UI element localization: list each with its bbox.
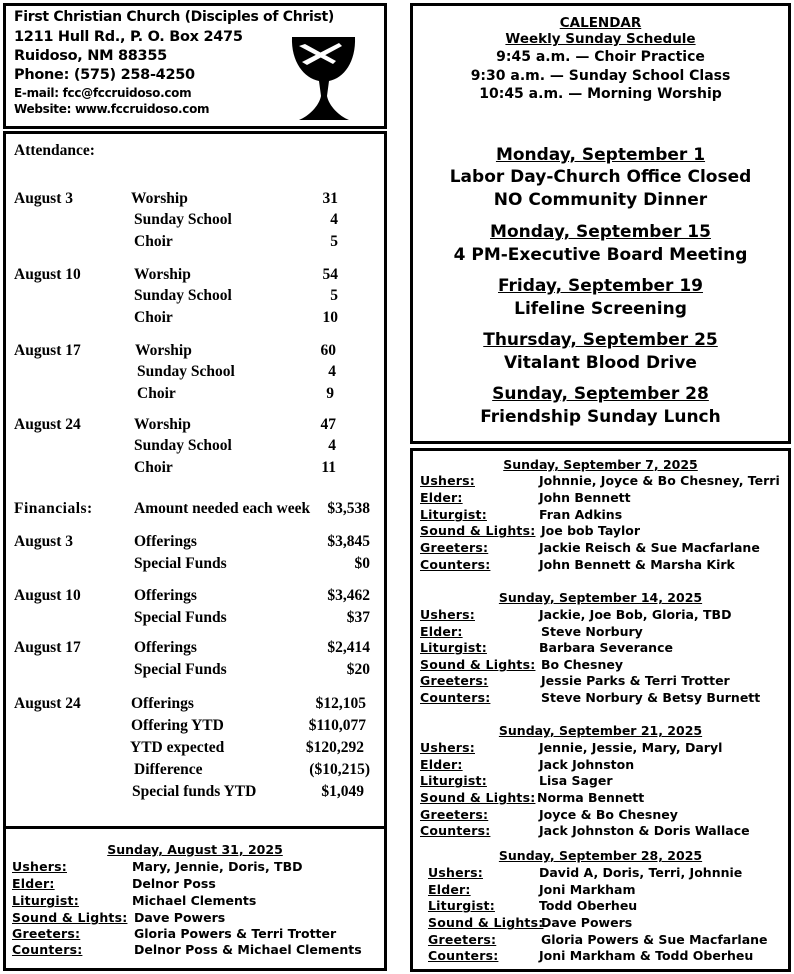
ushers-names: David A, Doris, Terri, Johnnie bbox=[539, 865, 743, 880]
elder-name: Jack Johnston bbox=[539, 757, 635, 772]
schedule-item: 10:45 a.m. — Morning Worship bbox=[479, 86, 722, 102]
financial-date: August 10 bbox=[14, 587, 81, 604]
attendance-label: Sunday School bbox=[134, 437, 232, 454]
greeters-names: Gloria Powers & Terri Trotter bbox=[134, 926, 337, 941]
ushers-names: Jackie, Joe Bob, Gloria, TBD bbox=[539, 607, 732, 622]
role-sound-lights: Sound & Lights: bbox=[12, 910, 128, 925]
attendance-label: Sunday School bbox=[134, 211, 232, 228]
attendance-label: Worship bbox=[134, 416, 191, 433]
calendar-subtitle: Weekly Sunday Schedule bbox=[505, 31, 696, 47]
ushers-names: Johnnie, Joyce & Bo Chesney, Terri bbox=[539, 473, 780, 488]
role-elder: Elder: bbox=[12, 876, 55, 891]
role-elder: Elder: bbox=[420, 757, 463, 772]
elder-name: Joni Markham bbox=[539, 882, 636, 897]
financial-label: Special Funds bbox=[134, 609, 227, 626]
financial-label: Offerings bbox=[134, 587, 197, 604]
role-elder: Elder: bbox=[420, 624, 463, 639]
attendance-date: August 3 bbox=[14, 190, 74, 207]
volunteer-schedule-aug-31 bbox=[3, 826, 387, 971]
elder-name: Steve Norbury bbox=[541, 624, 643, 639]
church-header bbox=[3, 3, 387, 129]
attendance-value: 9 bbox=[326, 385, 334, 402]
event-date: Monday, September 15 bbox=[490, 222, 711, 242]
role-ushers: Ushers: bbox=[428, 865, 483, 880]
financial-value: $120,292 bbox=[305, 739, 364, 756]
role-sound-lights: Sound & Lights: bbox=[428, 915, 544, 930]
attendance-value: 5 bbox=[330, 233, 338, 250]
role-elder: Elder: bbox=[420, 490, 463, 505]
event-date: Monday, September 1 bbox=[495, 145, 706, 165]
attendance-label: Choir bbox=[134, 309, 173, 326]
attendance-label: Worship bbox=[135, 342, 192, 359]
attendance-date: August 24 bbox=[14, 416, 81, 433]
financial-label: Special Funds bbox=[134, 555, 227, 572]
amount-needed-label: Amount needed each week bbox=[134, 500, 311, 517]
financial-value: $110,077 bbox=[308, 717, 366, 734]
church-phone: Phone: (575) 258-4250 bbox=[14, 67, 195, 83]
financial-value: $3,845 bbox=[327, 533, 370, 550]
elder-name: Delnor Poss bbox=[132, 876, 216, 891]
greeters-names: Jessie Parks & Terri Trotter bbox=[541, 673, 730, 688]
attendance-label: Choir bbox=[134, 233, 173, 250]
financial-date: August 17 bbox=[14, 639, 81, 656]
church-name: First Christian Church (Disciples of Christ) bbox=[14, 9, 334, 25]
financial-label: YTD expected bbox=[130, 739, 225, 756]
role-counters: Counters: bbox=[420, 690, 491, 705]
greeters-names: Jackie Reisch & Sue Macfarlane bbox=[539, 540, 760, 555]
financial-label: Offerings bbox=[131, 695, 194, 712]
financial-label: Difference bbox=[134, 761, 203, 778]
role-ushers: Ushers: bbox=[420, 607, 475, 622]
attendance-value: 4 bbox=[330, 211, 338, 228]
liturgist-name: Lisa Sager bbox=[539, 773, 613, 788]
attendance-title: Attendance: bbox=[14, 142, 95, 159]
event-description: NO Community Dinner bbox=[493, 190, 708, 210]
role-ushers: Ushers: bbox=[420, 473, 475, 488]
financial-label: Offerings bbox=[134, 639, 197, 656]
liturgist-name: Todd Oberheu bbox=[539, 898, 638, 913]
counters-names: Jack Johnston & Doris Wallace bbox=[539, 823, 750, 838]
financials-title: Financials: bbox=[14, 500, 93, 517]
attendance-value: 10 bbox=[322, 309, 338, 326]
role-greeters: Greeters: bbox=[428, 932, 497, 947]
event-description: Labor Day-Church Office Closed bbox=[449, 167, 752, 187]
role-greeters: Greeters: bbox=[420, 540, 489, 555]
schedule-date: Sunday, September 28, 2025 bbox=[498, 848, 703, 863]
schedule-date: Sunday, September 14, 2025 bbox=[498, 590, 703, 605]
calendar-title: CALENDAR bbox=[559, 15, 642, 31]
financial-date: August 3 bbox=[14, 533, 74, 550]
attendance-label: Choir bbox=[134, 459, 173, 476]
role-greeters: Greeters: bbox=[420, 807, 489, 822]
role-counters: Counters: bbox=[420, 557, 491, 572]
church-city: Ruidoso, NM 88355 bbox=[14, 48, 167, 64]
attendance-value: 4 bbox=[328, 363, 336, 380]
greeters-names: Joyce & Bo Chesney bbox=[539, 807, 678, 822]
role-liturgist: Liturgist: bbox=[420, 507, 487, 522]
schedule-date: Sunday, September 21, 2025 bbox=[498, 723, 703, 738]
counters-names: Joni Markham & Todd Oberheu bbox=[539, 948, 754, 963]
amount-needed-value: $3,538 bbox=[327, 500, 370, 517]
ushers-names: Mary, Jennie, Doris, TBD bbox=[132, 859, 303, 874]
schedule-date: Sunday, August 31, 2025 bbox=[107, 842, 283, 857]
sound-lights-name: Dave Powers bbox=[134, 910, 226, 925]
event-date: Sunday, September 28 bbox=[492, 384, 709, 404]
financial-value: $37 bbox=[346, 609, 370, 626]
role-elder: Elder: bbox=[428, 882, 471, 897]
sound-lights-name: Norma Bennett bbox=[537, 790, 645, 805]
attendance-value: 4 bbox=[328, 437, 336, 454]
church-email: E-mail: fcc@fccruidoso.com bbox=[14, 86, 192, 100]
counters-names: Delnor Poss & Michael Clements bbox=[134, 942, 362, 957]
liturgist-name: Fran Adkins bbox=[539, 507, 623, 522]
financial-value: $3,462 bbox=[327, 587, 370, 604]
role-liturgist: Liturgist: bbox=[420, 773, 487, 788]
ushers-names: Jennie, Jessie, Mary, Daryl bbox=[539, 740, 723, 755]
financial-label: Offerings bbox=[134, 533, 197, 550]
attendance-value: 54 bbox=[322, 266, 338, 283]
attendance-value: 31 bbox=[322, 190, 338, 207]
schedule-item: 9:30 a.m. — Sunday School Class bbox=[470, 68, 731, 84]
schedule-item: 9:45 a.m. — Choir Practice bbox=[496, 49, 705, 65]
counters-names: John Bennett & Marsha Kirk bbox=[539, 557, 735, 572]
role-sound-lights: Sound & Lights: bbox=[420, 657, 536, 672]
financial-date: August 24 bbox=[14, 695, 81, 712]
attendance-label: Sunday School bbox=[134, 287, 232, 304]
attendance-label: Sunday School bbox=[137, 363, 235, 380]
event-description: Friendship Sunday Lunch bbox=[480, 407, 721, 427]
role-counters: Counters: bbox=[420, 823, 491, 838]
attendance-financials-panel bbox=[3, 131, 387, 829]
attendance-label: Worship bbox=[131, 190, 188, 207]
attendance-value: 47 bbox=[320, 416, 336, 433]
financial-label: Offering YTD bbox=[131, 717, 224, 734]
liturgist-name: Michael Clements bbox=[132, 893, 257, 908]
role-greeters: Greeters: bbox=[12, 926, 81, 941]
calendar-panel bbox=[410, 3, 791, 444]
sound-lights-name: Bo Chesney bbox=[541, 657, 623, 672]
role-ushers: Ushers: bbox=[12, 859, 67, 874]
role-liturgist: Liturgist: bbox=[12, 893, 79, 908]
elder-name: John Bennett bbox=[539, 490, 631, 505]
attendance-value: 5 bbox=[330, 287, 338, 304]
role-liturgist: Liturgist: bbox=[428, 898, 495, 913]
role-counters: Counters: bbox=[428, 948, 499, 963]
role-liturgist: Liturgist: bbox=[420, 640, 487, 655]
financial-value: $12,105 bbox=[315, 695, 366, 712]
event-description: 4 PM-Executive Board Meeting bbox=[453, 245, 748, 265]
volunteer-schedules-september bbox=[410, 448, 791, 972]
role-sound-lights: Sound & Lights: bbox=[420, 523, 536, 538]
financial-value: $0 bbox=[354, 555, 370, 572]
role-greeters: Greeters: bbox=[420, 673, 489, 688]
schedule-date: Sunday, September 7, 2025 bbox=[503, 457, 698, 472]
attendance-date: August 10 bbox=[14, 266, 81, 283]
financial-value: $2,414 bbox=[327, 639, 370, 656]
event-date: Thursday, September 25 bbox=[483, 330, 718, 350]
attendance-value: 60 bbox=[320, 342, 336, 359]
sound-lights-name: Joe bob Taylor bbox=[541, 523, 641, 538]
attendance-label: Choir bbox=[137, 385, 176, 402]
financial-value: ($10,215) bbox=[309, 761, 370, 778]
role-sound-lights: Sound & Lights: bbox=[420, 790, 536, 805]
church-website: Website: www.fccruidoso.com bbox=[14, 102, 210, 116]
liturgist-name: Barbara Severance bbox=[539, 640, 673, 655]
role-counters: Counters: bbox=[12, 942, 83, 957]
financial-value: $20 bbox=[346, 661, 370, 678]
chalice-icon bbox=[289, 34, 359, 122]
attendance-value: 11 bbox=[321, 459, 336, 476]
church-address: 1211 Hull Rd., P. O. Box 2475 bbox=[14, 29, 243, 45]
financial-label: Special Funds bbox=[134, 661, 227, 678]
greeters-names: Gloria Powers & Sue Macfarlane bbox=[541, 932, 768, 947]
attendance-date: August 17 bbox=[14, 342, 81, 359]
event-description: Lifeline Screening bbox=[514, 299, 687, 319]
financial-value: $1,049 bbox=[321, 783, 364, 800]
event-date: Friday, September 19 bbox=[498, 276, 703, 296]
role-ushers: Ushers: bbox=[420, 740, 475, 755]
attendance-label: Worship bbox=[134, 266, 191, 283]
counters-names: Steve Norbury & Betsy Burnett bbox=[541, 690, 761, 705]
event-description: Vitalant Blood Drive bbox=[504, 353, 697, 373]
financial-label: Special funds YTD bbox=[132, 783, 257, 800]
sound-lights-name: Dave Powers bbox=[541, 915, 633, 930]
